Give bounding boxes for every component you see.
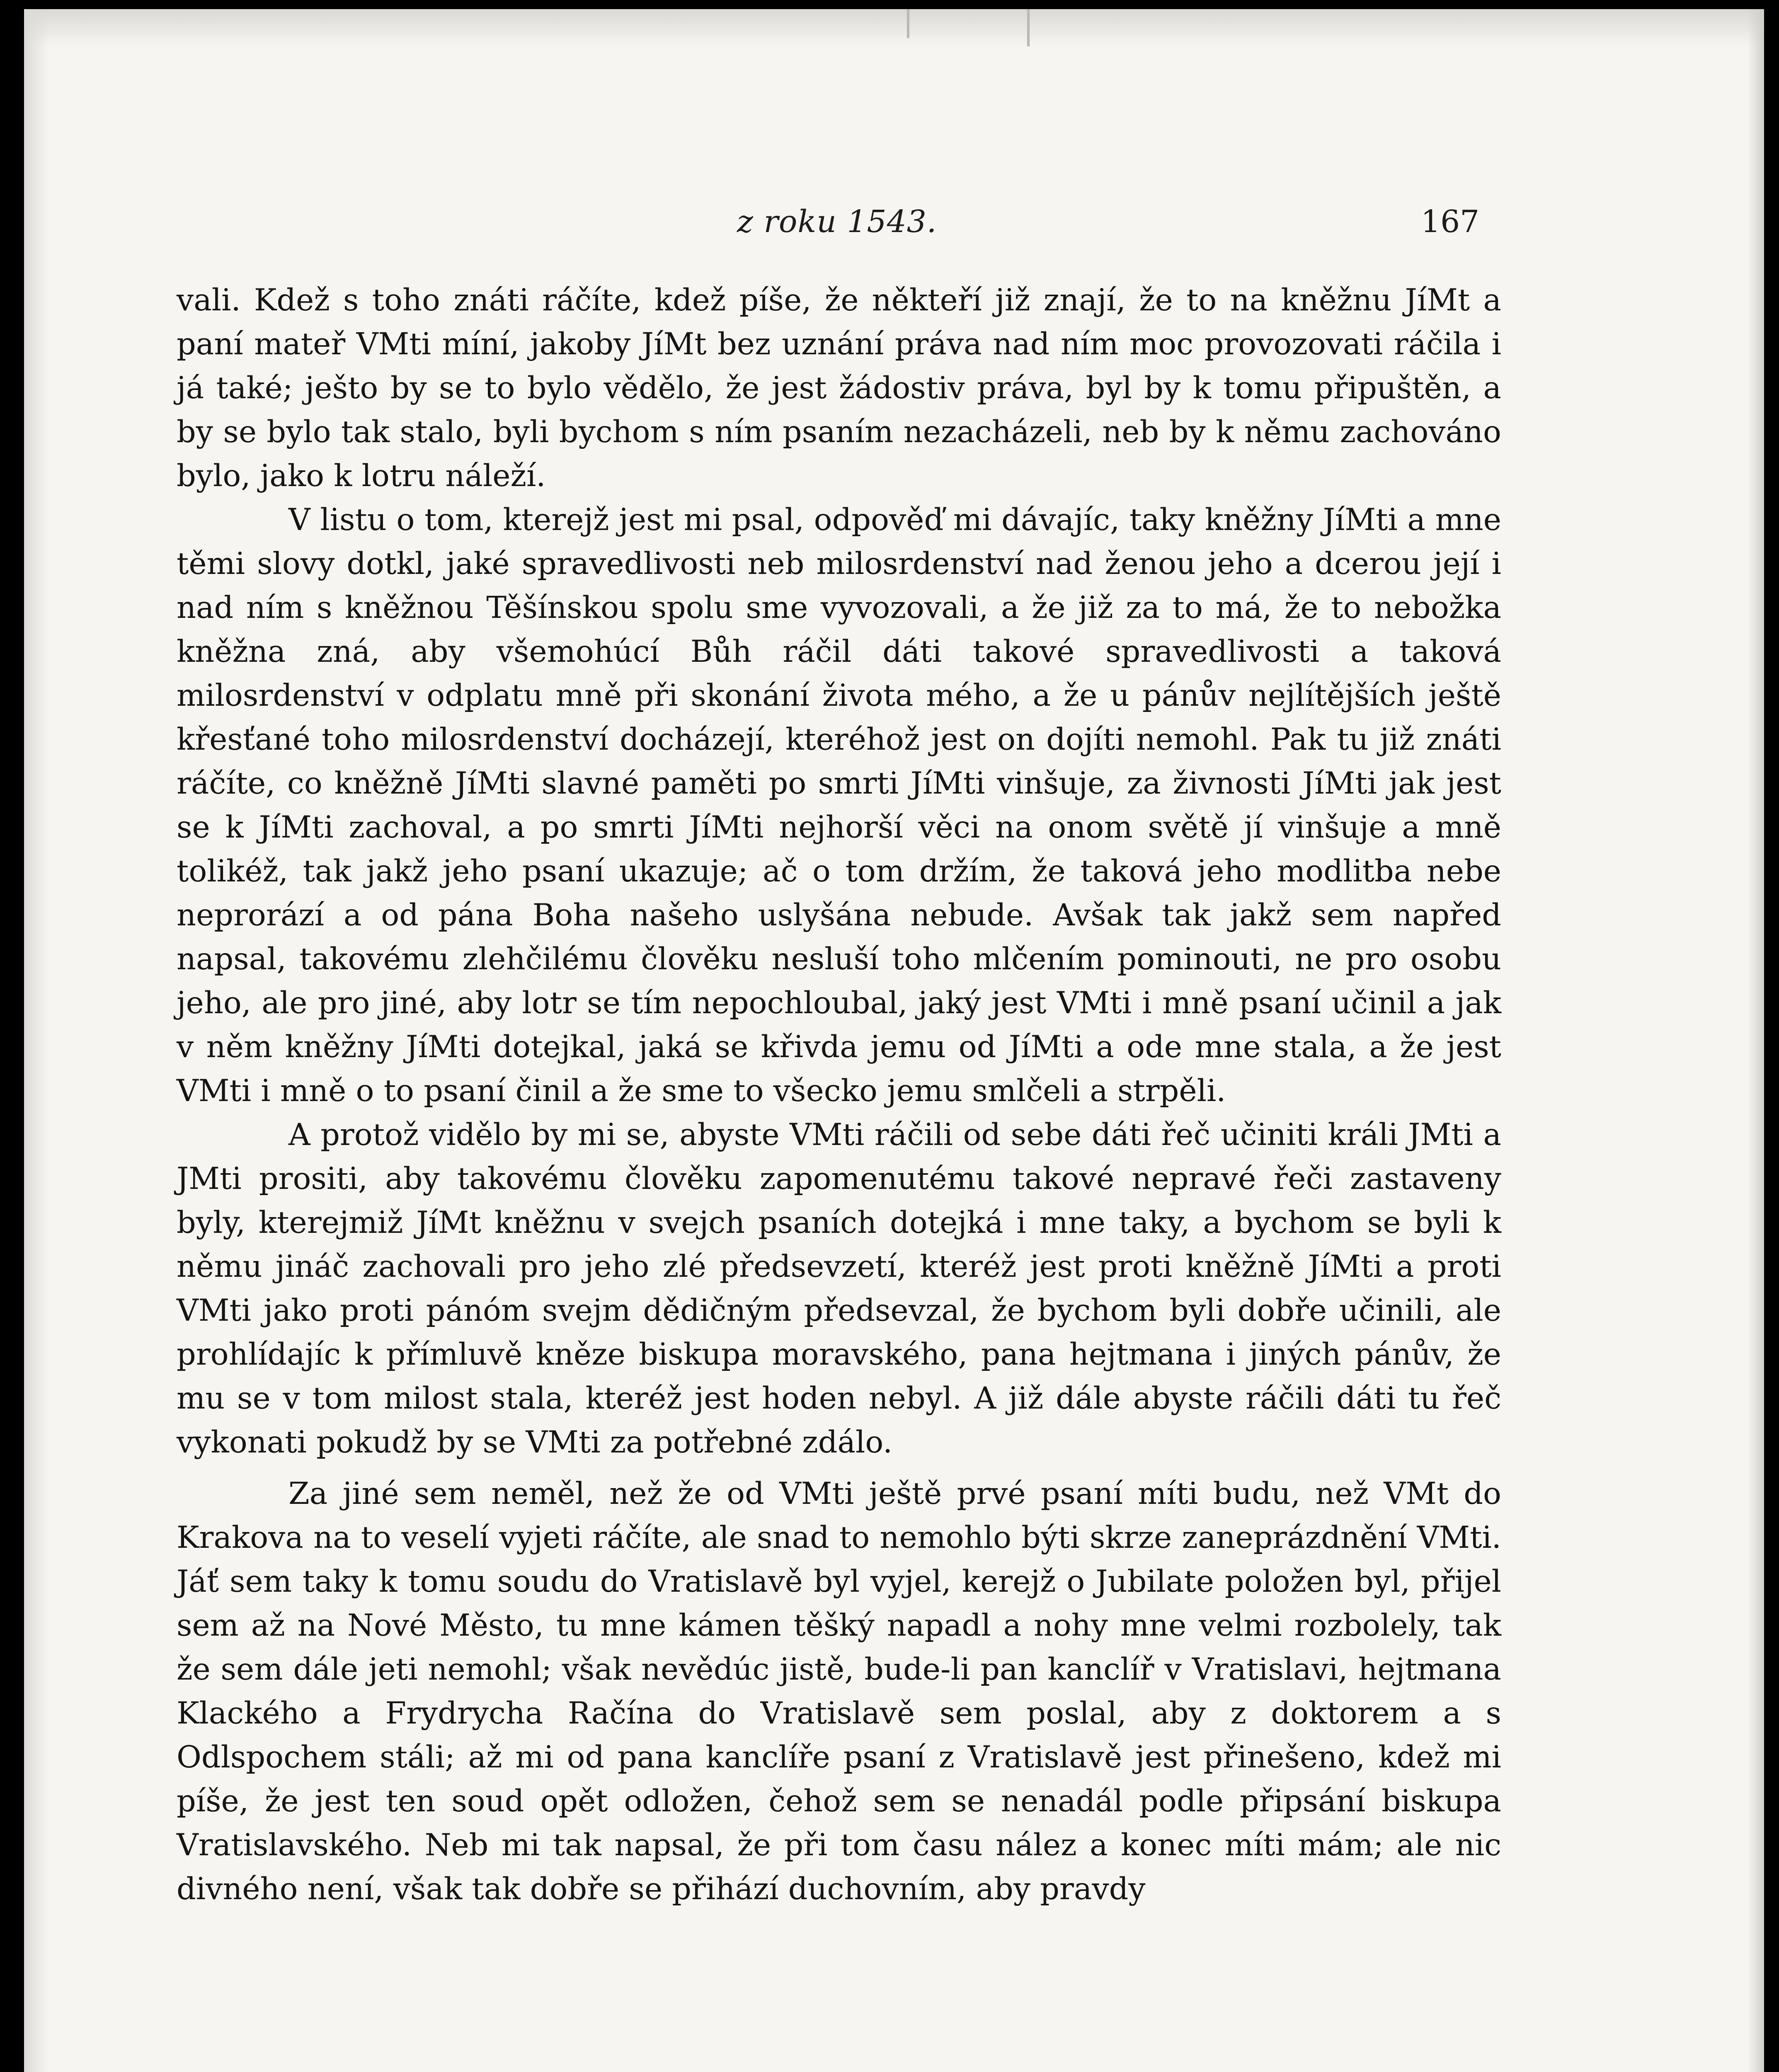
page-number: 167: [1421, 204, 1480, 240]
book-page: [24, 9, 1764, 2072]
scan-binding-mark: [907, 9, 909, 38]
body-text: [177, 278, 1501, 1911]
paragraph: Za jiné sem neměl, než že od VMti ještě prvé psaní míti budu, než VMt do Krakova na to veselí vyjeti ráčíte, ale snad to nemohlo býti skrze zaneprázdnění VMti. Jáť sem taky k tomu soudu do Vratislavě byl vyjel, kerejž o Jubilate položen byl, přijel sem až na Nové Město, tu mne kámen těšký napadl a nohy mne velmi rozbolely, tak že sem dále jeti nemohl; však nevědúc jistě, bude-li pan kanclíř v Vratislavi, hejtmana Klackého a Frydrycha Račína do Vratislavě sem poslal, aby z doktorem a s Odlspochem stáli; až mi od pana kanclíře psaní z Vratislavě jest přinešeno, kdež mi píše, že jest ten soud opět odložen, čehož sem se nenadál podle připsání biskupa Vratislavského. Neb mi tak napsal, že při tom času nález a konec míti mám; ale nic divného není, však tak dobře se přihází duchovním, aby pravdy: [177, 1476, 1501, 1907]
running-head: z roku 1543.: [737, 204, 937, 240]
page-header: [24, 204, 1764, 249]
paragraph: A protož vidělo by mi se, abyste VMti ráčili od sebe dáti řeč učiniti králi JMti a JMti prositi, aby takovému člověku zapomenutému takové nepravé řeči zastaveny byly, kterejmiž JíMt kněžnu v svejch psaních dotejká i mne taky, a bychom se byli k němu jináč zachovali pro jeho zlé předsevzetí, kteréž jest proti kněžně JíMti a proti VMti jako proti pánóm svejm dědičným předsevzal, že bychom byli dobře učinili, ale prohlídajíc k přímluvě kněze biskupa moravského, pana hejtmana i jiných pánův, že mu se v tom milost stala, kteréž jest hoden nebyl. A již dále abyste ráčili dáti tu řeč vykonati pokudž by se VMti za potřebné zdálo.: [177, 1117, 1501, 1460]
scan-right-edge: [1747, 9, 1764, 2072]
scan-left-shadow: [24, 9, 49, 2072]
scan-binding-mark: [1027, 9, 1030, 46]
scan-top-shadow: [24, 9, 1764, 46]
paragraph: V listu o tom, kterejž jest mi psal, odpověď mi dávajíc, taky kněžny JíMti a mne těmi slovy dotkl, jaké spravedlivosti neb milosrdenství nad ženou jeho a dcerou její i nad ním s kněžnou Těšínskou spolu sme vyvozovali, a že již za to má, že to nebožka kněžna zná, aby všemohúcí Bůh ráčil dáti takové spravedlivosti a taková milosrdenství v odplatu mně při skonání života mého, a že u pánův nejlítějších ještě křesťané toho milosrdenství docházejí, kteréhož jest on dojíti nemohl. Pak tu již znáti ráčíte, co kněžně JíMti slavné paměti po smrti JíMti vinšuje, za živnosti JíMti jak jest se k JíMti zachoval, a po smrti JíMti nejhorší věci na onom světě jí vinšuje a mně tolikéž, tak jakž jeho psaní ukazuje; ač o tom držím, že taková jeho modlitba nebe neprorází a od pána Boha našeho uslyšána nebude. Avšak tak jakž sem napřed napsal, takovému zlehčilému člověku nesluší toho mlčením pominouti, ne pro osobu jeho, ale pro jiné, aby lotr se tím nepochloubal, jaký jest VMti i mně psaní učinil a jak v něm kněžny JíMti dotejkal, jaká se křivda jemu od JíMti a ode mne stala, a že jest VMti i mně o to psaní činil a že sme to všecko jemu smlčeli a strpěli.: [177, 502, 1501, 1109]
paragraph: vali. Kdež s toho znáti ráčíte, kdež píše, že někteří již znají, že to na kněžnu JíMt a paní mateř VMti míní, jakoby JíMt bez uznání práva nad ním moc provozovati ráčila i já také; ješto by se to bylo vědělo, že jest žádostiv práva, byl by k tomu připuštěn, a by se bylo tak stalo, byli bychom s ním psaním nezacházeli, neb by k němu zachováno bylo, jako k lotru náleží.: [177, 283, 1501, 494]
